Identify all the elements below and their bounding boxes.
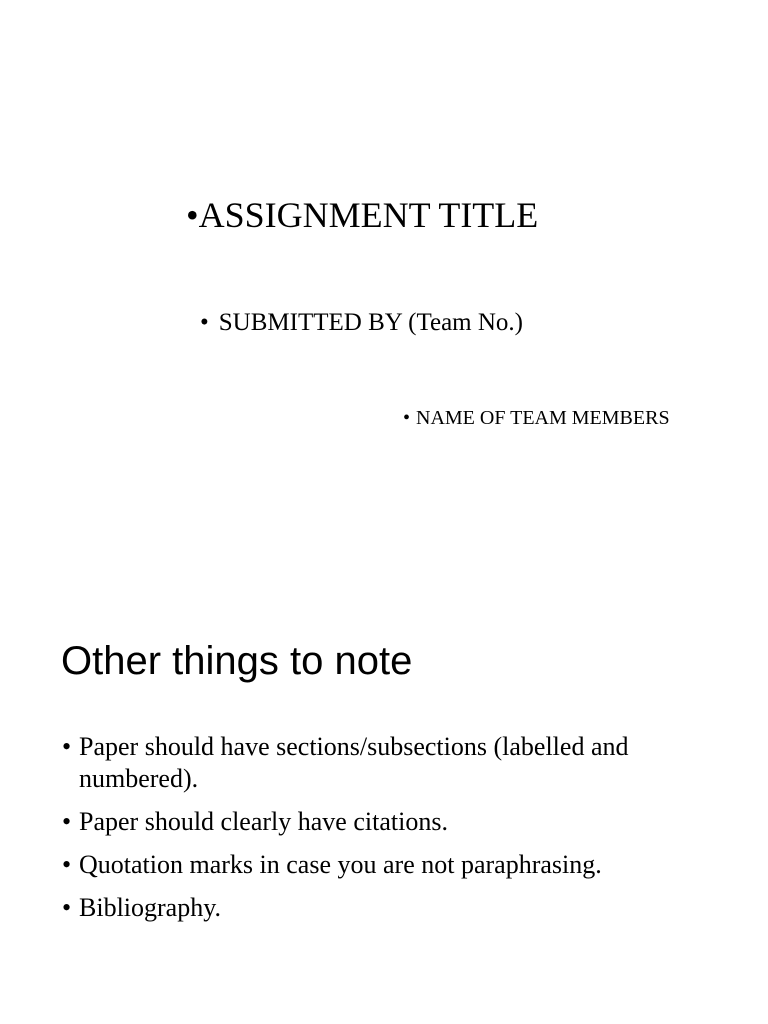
bullet: • [200,309,209,336]
team-members-text: NAME OF TEAM MEMBERS [416,407,670,429]
note-text: Paper should have sections/subsections (labelled and numbered). [79,732,629,793]
bullet: • [62,850,72,879]
bullet: • [62,893,72,922]
notes-list [62,731,722,935]
notes-heading: Other things to note [61,639,413,683]
team-members [403,405,670,431]
note-text: Bibliography. [79,893,222,922]
assignment-title [186,193,538,237]
bullet: • [62,807,72,836]
note-text: Paper should clearly have citations. [79,807,448,836]
bullet: • [62,732,72,761]
bullet: • [186,195,199,235]
list-item [62,849,722,881]
list-item [62,892,722,924]
list-item [62,806,722,838]
assignment-title-text: ASSIGNMENT TITLE [198,195,539,235]
note-text: Quotation marks in case you are not paraphrasing. [79,850,602,879]
submitted-by [200,307,523,339]
list-item [62,731,722,795]
bullet: • [403,407,411,429]
submitted-by-text: SUBMITTED BY (Team No.) [218,309,523,336]
